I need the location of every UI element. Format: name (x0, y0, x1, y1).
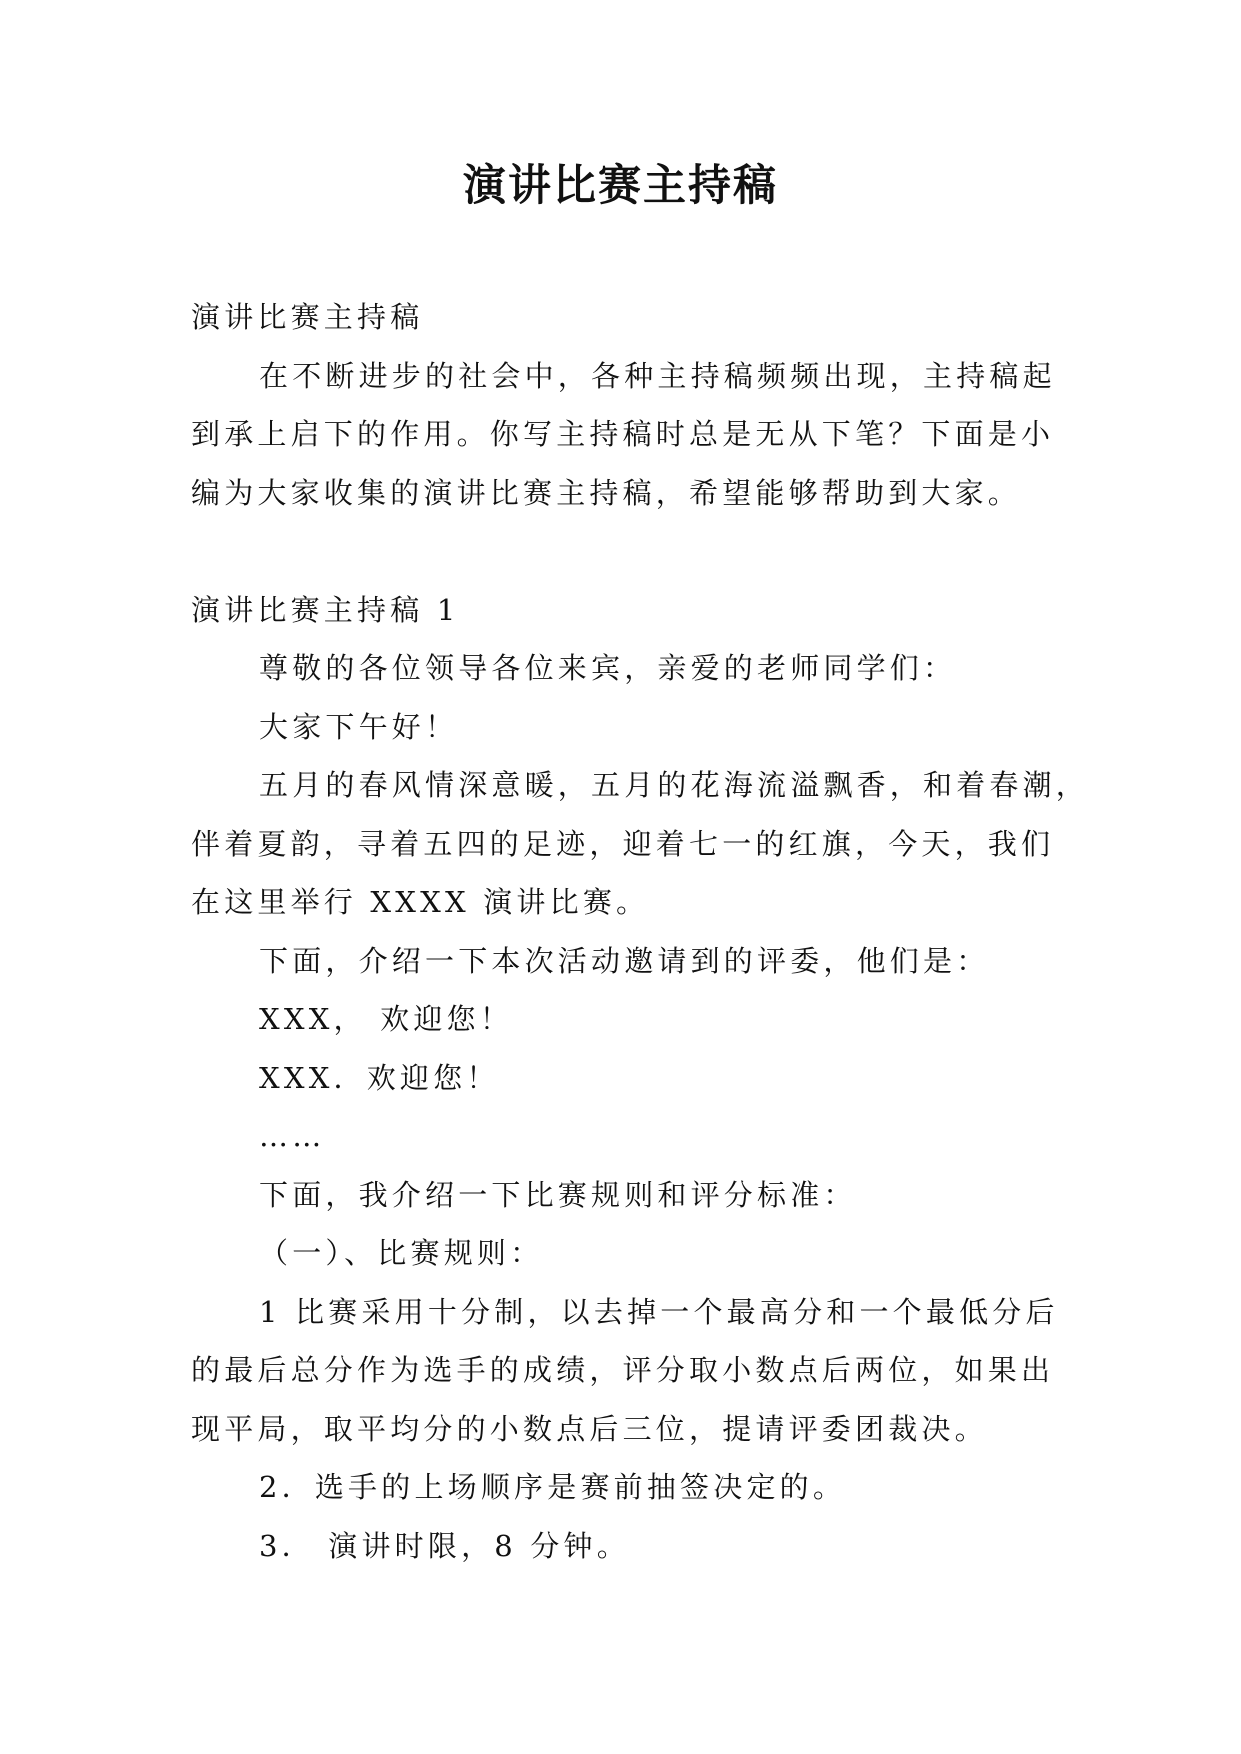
rule-1-line: 的最后总分作为选手的成绩，评分取小数点后两位，如果出 (191, 1353, 1055, 1387)
intro-paragraph (191, 347, 1091, 523)
opening-paragraph (191, 756, 1091, 932)
salutation: 尊敬的各位领导各位来宾，亲爱的老师同学们： (259, 651, 957, 685)
subtitle: 演讲比赛主持稿 (191, 300, 424, 334)
greeting-paragraph (191, 698, 1091, 757)
rule-1-line: 现平局，取平均分的小数点后三位，提请评委团裁决。 (191, 1411, 988, 1446)
document-body (191, 288, 1091, 1575)
judges-intro-paragraph (191, 932, 1091, 991)
intro-line: 到承上启下的作用。你写主持稿时总是无从下笔？下面是小 (191, 417, 1055, 451)
document-title: 演讲比赛主持稿 (463, 161, 778, 211)
judge-item: XXX．欢迎您！ (259, 1060, 500, 1095)
rules-intro-paragraph (191, 1166, 1091, 1225)
blank-line (191, 522, 1091, 581)
section-heading: 演讲比赛主持稿 1 (191, 592, 460, 627)
rule-2-line: 2．选手的上场顺序是赛前抽签决定的。 (259, 1470, 847, 1504)
rules-intro: 下面，我介绍一下比赛规则和评分标准： (259, 1177, 857, 1212)
section-heading-paragraph (191, 581, 1091, 640)
rules-heading: （一）、比赛规则： (259, 1236, 544, 1270)
intro-line: 编为大家收集的演讲比赛主持稿，希望能够帮助到大家。 (191, 475, 1022, 510)
rule-1-paragraph (191, 1283, 1091, 1459)
salutation-paragraph (191, 639, 1091, 698)
judges-intro: 下面，介绍一下本次活动邀请到的评委，他们是： (259, 943, 990, 978)
rules-heading-paragraph (191, 1224, 1091, 1283)
judge-item: …… (259, 1119, 326, 1153)
intro-line: 在不断进步的社会中，各种主持稿频频出现，主持稿起 (259, 358, 1056, 393)
judges-list (191, 990, 1091, 1166)
greeting: 大家下午好！ (259, 709, 459, 744)
opening-line: 伴着夏韵，寻着五四的足迹，迎着七一的红旗，今天，我们 (191, 826, 1055, 861)
rule-1-line: 1 比赛采用十分制，以去掉一个最高分和一个最低分后 (259, 1294, 1059, 1329)
rule-3-line: 3． 演讲时限，8 分钟。 (259, 1528, 630, 1563)
rule-2-paragraph (191, 1458, 1091, 1517)
judge-item: XXX， 欢迎您！ (259, 1002, 513, 1036)
rule-3-paragraph (191, 1517, 1091, 1576)
subtitle-paragraph (191, 288, 1091, 347)
opening-line: 在这里举行 XXXX 演讲比赛。 (191, 885, 650, 919)
opening-line: 五月的春风情深意暖，五月的花海流溢飘香，和着春潮， (259, 768, 1090, 802)
